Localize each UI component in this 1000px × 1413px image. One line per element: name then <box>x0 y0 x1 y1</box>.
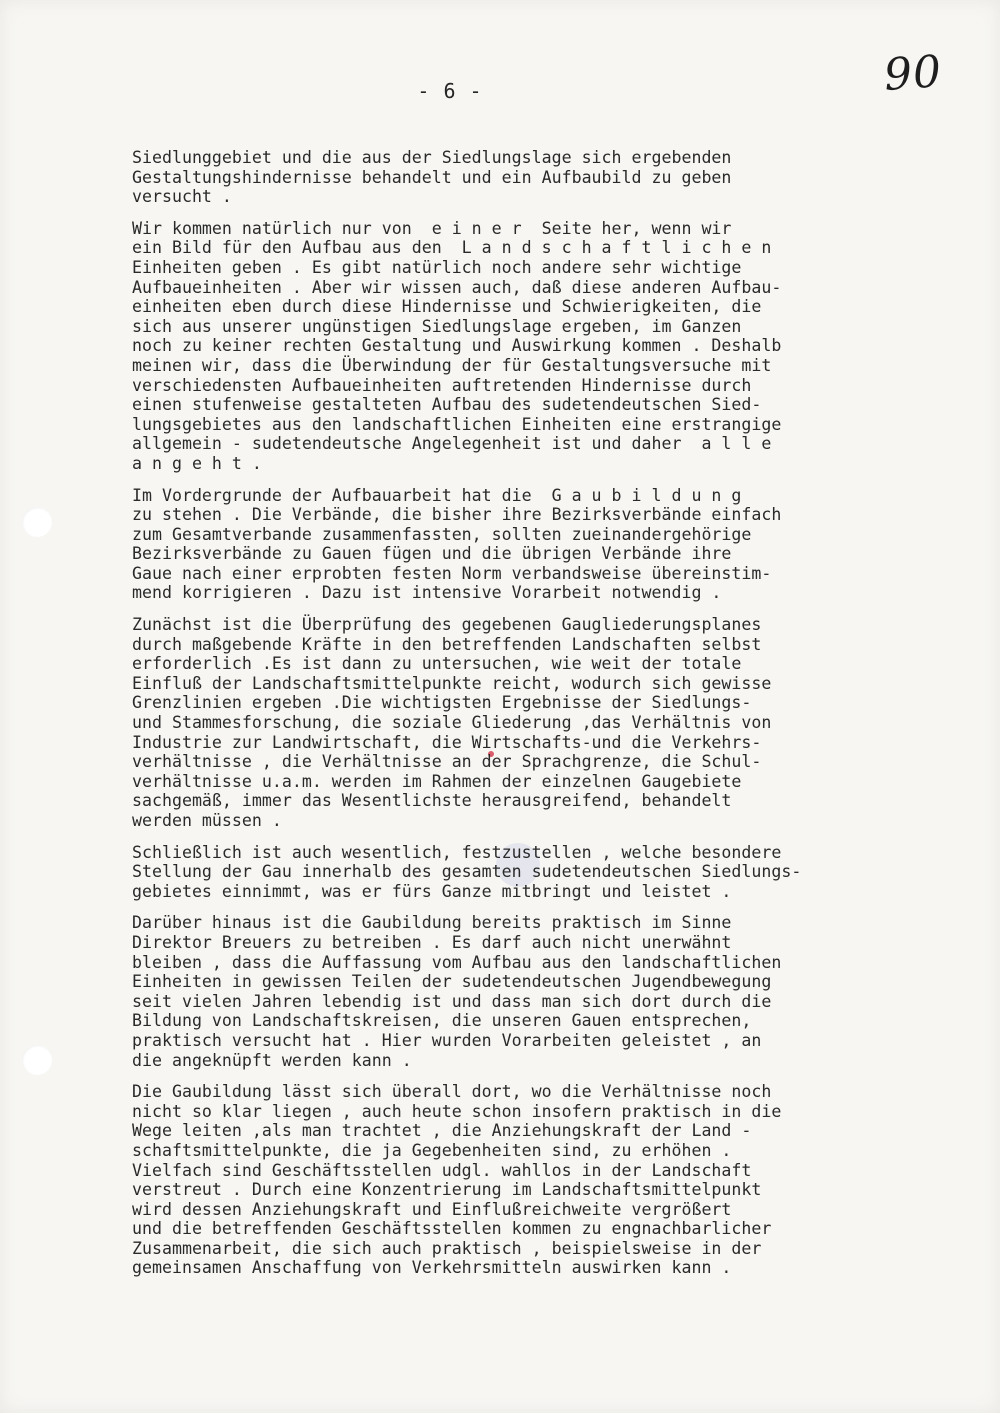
typewritten-body <box>132 148 932 1290</box>
text-line: Stellung der Gau innerhalb des gesamten sudetendeutschen Siedlungs- <box>132 862 802 882</box>
text-line: a n g e h t . <box>132 453 262 473</box>
text-line: gebietes einnimmt, was er fürs Ganze mitbringt und leistet . <box>132 881 732 901</box>
text-line: zum Gesamtverbande zusammenfassten, sollten zueinandergehörige <box>132 524 752 544</box>
text-line: bleiben , dass die Auffassung vom Aufbau aus den landschaftlichen <box>132 952 782 972</box>
text-line: schaftsmittelpunkte, die ja Gegebenheiten sind, zu erhöhen . <box>132 1140 732 1160</box>
text-line: die angeknüpft werden kann . <box>132 1050 412 1070</box>
paragraph <box>132 843 932 902</box>
text-line: Siedlunggebiet und die aus der Siedlungslage sich ergebenden <box>132 148 732 167</box>
text-line: sachgemäß, immer das Wesentlichste herausgreifend, behandelt <box>132 791 732 811</box>
text-line: gemeinsamen Anschaffung von Verkehrsmitteln auswirken kann . <box>132 1258 732 1278</box>
paragraph <box>132 219 932 474</box>
text-line: meinen wir, dass die Überwindung der für Gestaltungsversuche mit <box>132 355 772 375</box>
text-line: Einfluß der Landschaftsmittelpunkte reicht, wodurch sich gewisse <box>132 673 772 693</box>
paragraph <box>132 486 932 604</box>
text-line: Grenzlinien ergeben .Die wichtigsten Ergebnisse der Siedlungs- <box>132 693 752 713</box>
text-line: zu stehen . Die Verbände, die bisher ihre Bezirksverbände einfach <box>132 505 782 525</box>
text-line: verstreut . Durch eine Konzentrierung im Landschaftsmittelpunkt <box>132 1180 762 1200</box>
text-line: allgemein - sudetendeutsche Angelegenheit ist und daher a l l e <box>132 434 772 454</box>
text-line: seit vielen Jahren lebendig ist und dass man sich dort durch die <box>132 991 772 1011</box>
text-line: Gestaltungshindernisse behandelt und ein Aufbaubild zu geben <box>132 167 732 187</box>
text-line: Die Gaubildung lässt sich überall dort, wo die Verhältnisse noch <box>132 1082 772 1102</box>
text-line: Darüber hinaus ist die Gaubildung bereits praktisch im Sinne <box>132 913 732 933</box>
text-line: wird dessen Anziehungskraft und Einflußreichweite vergrößert <box>132 1199 732 1219</box>
text-line: Wege leiten ,als man trachtet , die Anziehungskraft der Land - <box>132 1121 752 1141</box>
text-line: Wir kommen natürlich nur von e i n e r Seite her, wenn wir <box>132 218 732 238</box>
text-line: Einheiten geben . Es gibt natürlich noch andere sehr wichtige <box>132 257 742 277</box>
text-line: Aufbaueinheiten . Aber wir wissen auch, daß diese anderen Aufbau- <box>132 277 782 297</box>
text-line: verhältnisse u.a.m. werden im Rahmen der einzelnen Gaugebiete <box>132 771 742 791</box>
text-line: lungsgebietes aus den landschaftlichen Einheiten eine erstrangige <box>132 414 782 434</box>
text-line: mend korrigieren . Dazu ist intensive Vorarbeit notwendig . <box>132 583 722 603</box>
text-line: noch zu keiner rechten Gestaltung und Auswirkung kommen . Deshalb <box>132 336 782 356</box>
punch-hole-upper <box>22 507 52 537</box>
paragraph <box>132 148 932 207</box>
text-line: und Stammesforschung, die soziale Gliederung ,das Verhältnis von <box>132 713 772 733</box>
handwritten-folio-number: 90 <box>882 46 944 101</box>
text-line: Im Vordergrunde der Aufbauarbeit hat die G a u b i l d u n g <box>132 485 742 505</box>
text-line: werden müssen . <box>132 811 282 830</box>
text-line: nicht so klar liegen , auch heute schon insofern praktisch in die <box>132 1101 782 1121</box>
text-line: erforderlich .Es ist dann zu untersuchen, wie weit der totale <box>132 654 742 674</box>
text-line: Bildung von Landschaftskreisen, die unseren Gauen entsprechen, <box>132 1011 752 1031</box>
text-line: Zunächst ist die Überprüfung des gegebenen Gaugliederungsplanes <box>132 615 762 635</box>
text-line: Industrie zur Landwirtschaft, die Wirtschafts-und die Verkehrs- <box>132 732 762 752</box>
text-line: verschiedensten Aufbaueinheiten auftretenden Hindernisse durch <box>132 375 752 395</box>
text-line: Schließlich ist auch wesentlich, festzustellen , welche besondere <box>132 842 782 862</box>
text-line: einen stufenweise gestalteten Aufbau des sudetendeutschen Sied- <box>132 395 762 415</box>
text-line: praktisch versucht hat . Hier wurden Vorarbeiten geleistet , an <box>132 1030 762 1050</box>
text-line: und die betreffenden Geschäftsstellen kommen zu engnachbarlicher <box>132 1219 772 1239</box>
paragraph <box>132 913 932 1070</box>
paragraph <box>132 1082 932 1278</box>
text-line: einheiten eben durch diese Hindernisse und Schwierigkeiten, die <box>132 297 762 317</box>
text-line: Zusammenarbeit, die sich auch praktisch , beispielsweise in der <box>132 1238 762 1258</box>
text-line: Gaue nach einer erprobten festen Norm verbandsweise übereinstim- <box>132 563 772 583</box>
paragraph <box>132 615 932 831</box>
text-line: durch maßgebende Kräfte in den betreffenden Landschaften selbst <box>132 634 762 654</box>
text-line: Vielfach sind Geschäftsstellen udgl. wahllos in der Landschaft <box>132 1160 752 1180</box>
text-line: Bezirksverbände zu Gauen fügen und die übrigen Verbände ihre <box>132 544 732 564</box>
text-line: verhältnisse , die Verhältnisse an der Sprachgrenze, die Schul- <box>132 752 762 772</box>
text-line: Direktor Breuers zu betreiben . Es darf auch nicht unerwähnt <box>132 932 732 952</box>
text-line: versucht . <box>132 187 232 207</box>
text-line: sich aus unserer ungünstigen Siedlungslage ergeben, im Ganzen <box>132 316 742 336</box>
text-line: ein Bild für den Aufbau aus den L a n d s c h a f t l i c h e n <box>132 238 772 258</box>
text-line: Einheiten in gewissen Teilen der sudetendeutschen Jugendbewegung <box>132 972 772 992</box>
punch-hole-lower <box>22 1045 52 1075</box>
page-number: - 6 - <box>417 79 483 103</box>
